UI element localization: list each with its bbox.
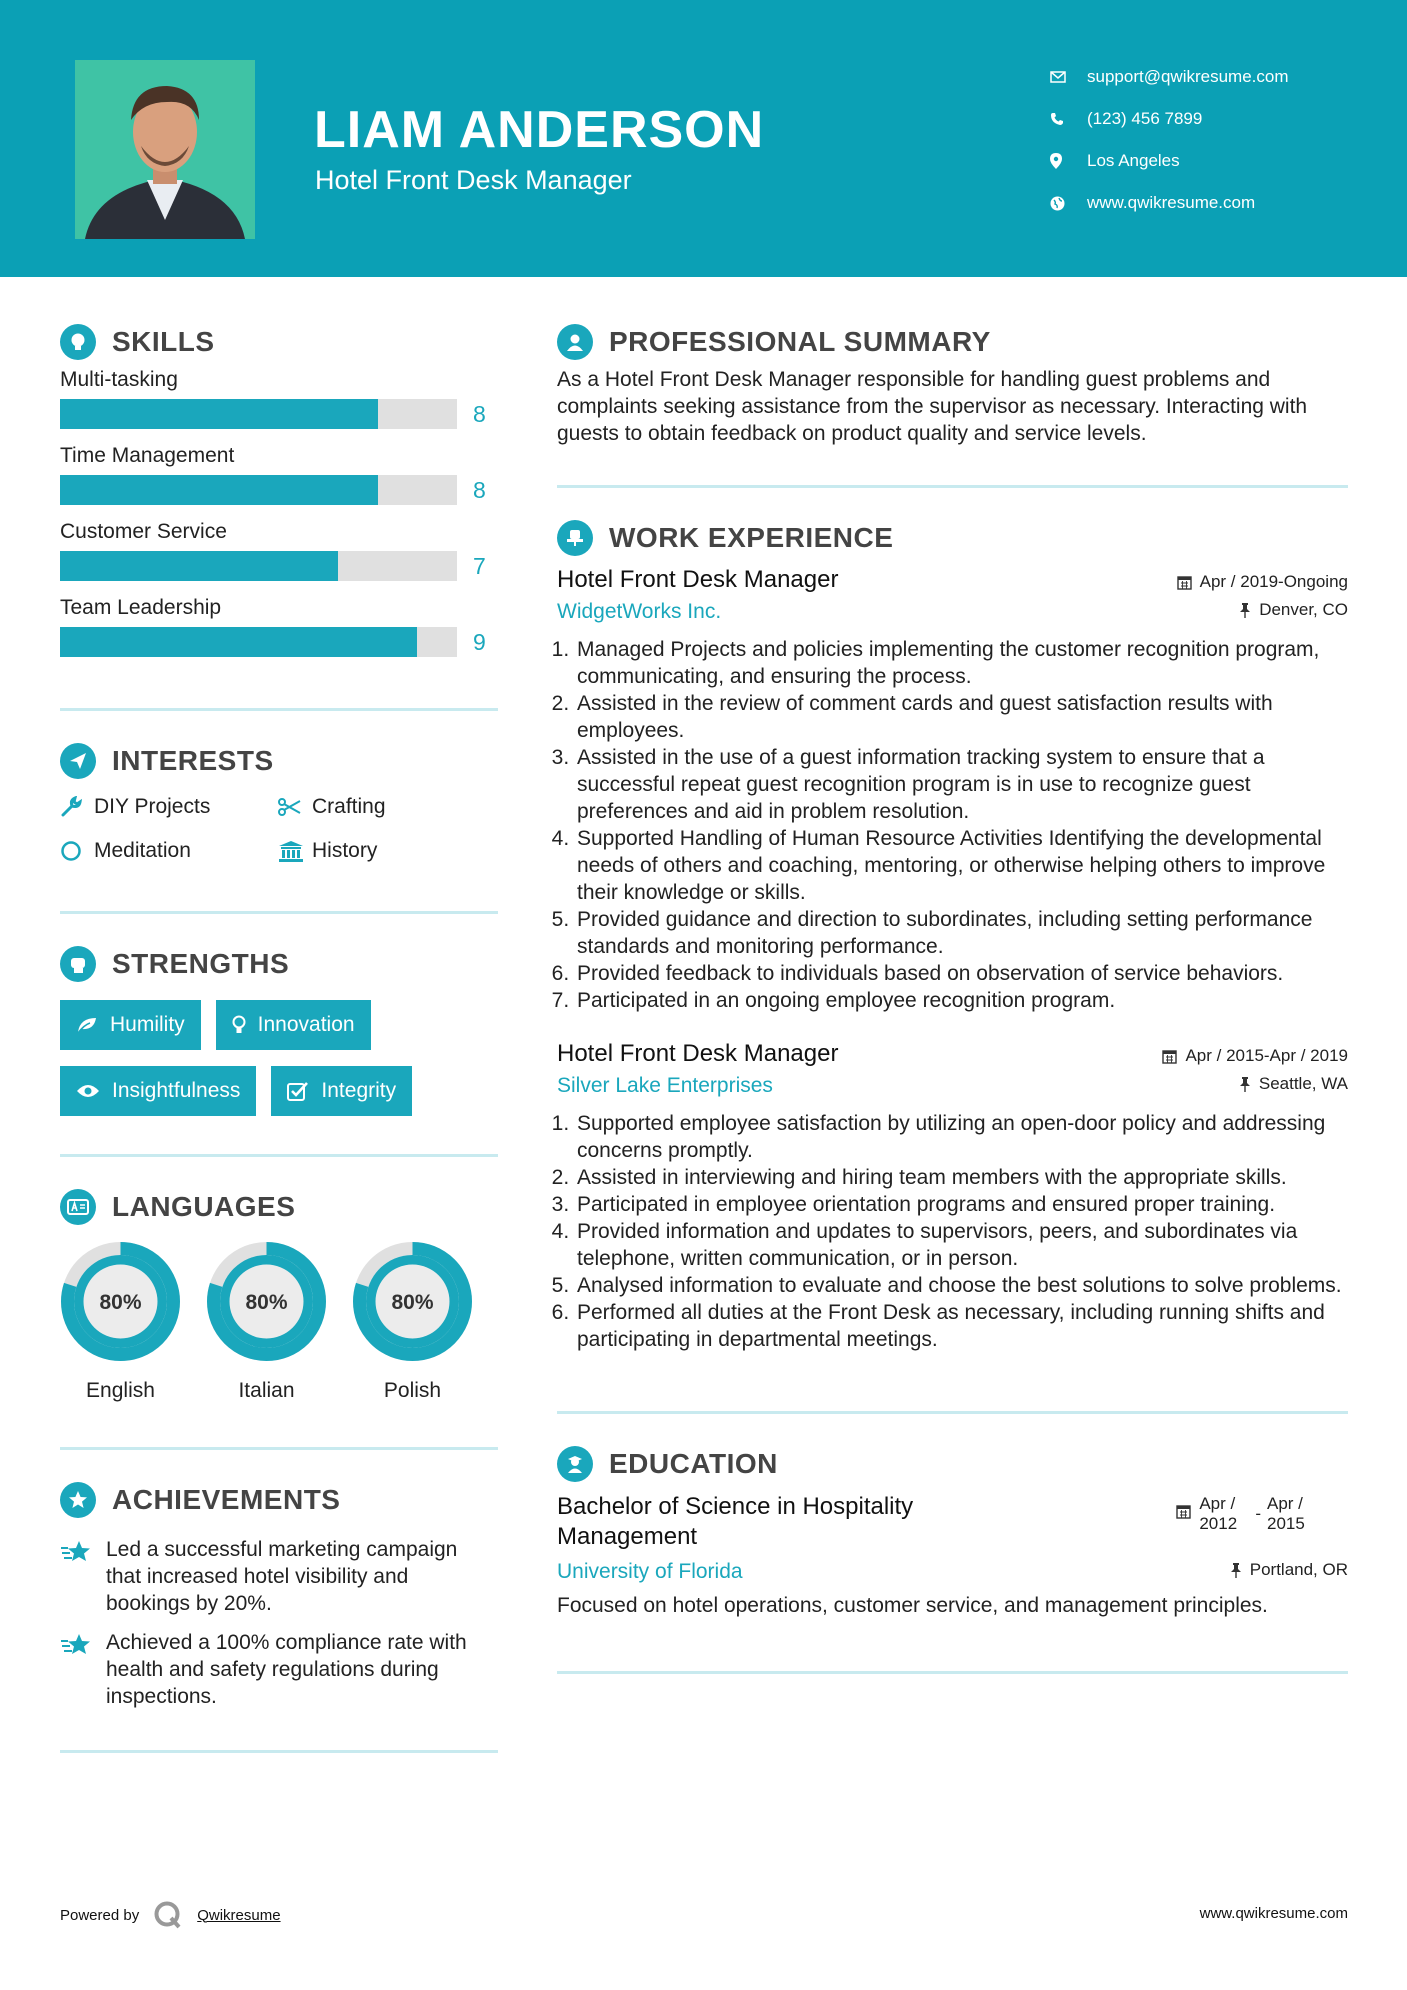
strength-chip: Insightfulness bbox=[60, 1066, 256, 1116]
job-duties bbox=[575, 636, 1348, 1014]
contact-phone[interactable]: (123) 456 7899 bbox=[1050, 98, 1289, 140]
strength-chip: Integrity bbox=[271, 1066, 412, 1116]
duty-item: 3. Participated in employee orientation programs and ensured proper training. bbox=[575, 1191, 1348, 1218]
skill-bar bbox=[60, 475, 457, 505]
skill-bar bbox=[60, 551, 457, 581]
paper-plane-icon bbox=[60, 743, 96, 779]
skill-bar bbox=[60, 399, 457, 429]
interest-item: Meditation bbox=[60, 835, 278, 867]
duty-item: 2. Assisted in interviewing and hiring team members with the appropriate skills. bbox=[575, 1164, 1348, 1191]
section-divider bbox=[60, 1750, 498, 1753]
language-item bbox=[206, 1241, 327, 1403]
language-donut bbox=[60, 1241, 181, 1362]
achievement-item: Led a successful marketing campaign that increased hotel visibility and bookings by 20%. bbox=[60, 1536, 498, 1617]
footer-powered-by: Powered by Qwikresume bbox=[60, 1900, 281, 1930]
language-item bbox=[60, 1241, 181, 1403]
lightbulb-icon bbox=[60, 324, 96, 360]
skills-title: SKILLS bbox=[112, 326, 215, 357]
candidate-name: LIAM ANDERSON bbox=[314, 101, 765, 159]
profile-photo bbox=[75, 60, 255, 239]
languages-section bbox=[60, 1185, 498, 1403]
fist-icon bbox=[60, 946, 96, 982]
language-percent: 80% bbox=[391, 1291, 434, 1314]
strength-chip: Innovation bbox=[216, 1000, 371, 1050]
interest-item: History bbox=[278, 835, 478, 867]
star-icon bbox=[60, 1536, 106, 1617]
education-section bbox=[557, 1442, 1348, 1619]
pushpin-icon bbox=[1230, 1563, 1242, 1578]
language-name: Polish bbox=[383, 1379, 442, 1402]
strength-chip: Humility bbox=[60, 1000, 201, 1050]
skill-level: 8 bbox=[473, 400, 486, 427]
user-icon bbox=[557, 324, 593, 360]
wrench-icon bbox=[60, 796, 94, 818]
footer-website[interactable]: www.qwikresume.com bbox=[1199, 1905, 1348, 1922]
skill-item: Customer Service 7 bbox=[60, 520, 498, 588]
duty-item: 4. Supported Handling of Human Resource Activities Identifying the developmental needs of others and coaching, mentoring, or otherwise helping others to improve their knowledge or skills. bbox=[575, 825, 1348, 906]
skill-level: 9 bbox=[473, 628, 486, 655]
interest-item: Crafting bbox=[278, 791, 478, 823]
job-dates: Apr / 2019-Ongoing bbox=[1177, 572, 1348, 592]
calendar-icon bbox=[1162, 1049, 1177, 1064]
job-entry bbox=[557, 1040, 1348, 1353]
summary-text: As a Hotel Front Desk Manager responsible for handling guest problems and complaints seeking assistance from the supervisor as necessary. Interacting with guests to obtain feedback on product quality and service levels. bbox=[557, 368, 1308, 445]
achievements-section bbox=[60, 1478, 498, 1710]
left-column bbox=[60, 320, 498, 1753]
contact-website[interactable]: www.qwikresume.com bbox=[1050, 182, 1289, 224]
duty-item: 5. Provided guidance and direction to subordinates, including setting performance standards and monitoring performance. bbox=[575, 906, 1348, 960]
skills-section bbox=[60, 320, 498, 664]
office-chair-icon bbox=[557, 520, 593, 556]
language-name: Italian bbox=[238, 1379, 295, 1402]
job-title: Hotel Front Desk Manager bbox=[557, 566, 839, 593]
skill-level: 8 bbox=[473, 476, 486, 503]
contact-location: Los Angeles bbox=[1050, 140, 1289, 182]
scissors-icon bbox=[278, 798, 312, 816]
pushpin-icon bbox=[1239, 1077, 1251, 1092]
achievement-item: Achieved a 100% compliance rate with health and safety regulations during inspections. bbox=[60, 1629, 498, 1710]
section-divider bbox=[557, 1411, 1348, 1414]
map-pin-icon bbox=[1050, 153, 1087, 169]
education-location: Portland, OR bbox=[1230, 1560, 1348, 1580]
skill-level: 7 bbox=[473, 552, 486, 579]
job-location: Seattle, WA bbox=[1239, 1074, 1348, 1094]
museum-icon bbox=[278, 840, 312, 862]
envelope-icon bbox=[1050, 71, 1087, 83]
language-percent: 80% bbox=[99, 1291, 142, 1314]
education-dates: Apr / 2012 - Apr / 2015 bbox=[1176, 1494, 1348, 1534]
contact-list bbox=[1050, 56, 1289, 224]
section-divider bbox=[60, 708, 498, 711]
skill-item: Time Management 8 bbox=[60, 444, 498, 512]
resume-header bbox=[0, 0, 1407, 277]
school-name: University of Florida bbox=[557, 1560, 743, 1583]
globe-icon bbox=[1050, 196, 1087, 211]
job-duties bbox=[575, 1110, 1348, 1353]
section-divider bbox=[60, 911, 498, 914]
achievements-title: ACHIEVEMENTS bbox=[112, 1484, 341, 1515]
language-donut bbox=[206, 1241, 327, 1362]
duty-item: 5. Analysed information to evaluate and choose the best solutions to solve problems. bbox=[575, 1272, 1348, 1299]
leaf-icon bbox=[76, 1016, 98, 1034]
strengths-section bbox=[60, 942, 498, 1116]
summary-section bbox=[557, 320, 1348, 447]
calendar-icon bbox=[1176, 1504, 1191, 1519]
calendar-icon bbox=[1177, 575, 1192, 590]
duty-item: 1. Managed Projects and policies implementing the customer recognition program, communicating, and ensuring the process. bbox=[575, 636, 1348, 690]
star-icon bbox=[60, 1629, 106, 1710]
job-title: Hotel Front Desk Manager bbox=[557, 1040, 839, 1067]
language-donut bbox=[352, 1241, 473, 1362]
graduate-icon bbox=[557, 1446, 593, 1482]
section-divider bbox=[60, 1447, 498, 1450]
education-description: Focused on hotel operations, customer service, and management principles. bbox=[557, 1594, 1268, 1617]
summary-title: PROFESSIONAL SUMMARY bbox=[609, 326, 991, 357]
phone-icon bbox=[1050, 112, 1087, 126]
experience-section bbox=[557, 516, 1348, 1353]
section-divider bbox=[557, 1671, 1348, 1674]
duty-item: 6. Provided feedback to individuals based on observation of service behaviors. bbox=[575, 960, 1348, 987]
duty-item: 2. Assisted in the review of comment cards and guest satisfaction results with employees. bbox=[575, 690, 1348, 744]
star-badge-icon bbox=[60, 1482, 96, 1518]
candidate-title: Hotel Front Desk Manager bbox=[315, 165, 632, 195]
duty-item: 3. Assisted in the use of a guest information tracking system to ensure that a successful repeat guest recognition program is in use to recognize guest preferences and aid in problem resolution. bbox=[575, 744, 1348, 825]
education-title: EDUCATION bbox=[609, 1448, 778, 1479]
languages-title: LANGUAGES bbox=[112, 1191, 296, 1222]
duty-item: 6. Performed all duties at the Front Desk as necessary, including running shifts and participating in departmental meetings. bbox=[575, 1299, 1348, 1353]
right-column bbox=[557, 320, 1348, 1674]
checkbox-icon bbox=[287, 1081, 309, 1101]
language-card-icon bbox=[60, 1189, 96, 1225]
duty-item: 4. Provided information and updates to supervisors, peers, and subordinates via telephone, written communication, or in person. bbox=[575, 1218, 1348, 1272]
strengths-title: STRENGTHS bbox=[112, 948, 290, 979]
company-name: WidgetWorks Inc. bbox=[557, 600, 722, 623]
interests-title: INTERESTS bbox=[112, 745, 274, 776]
language-name: English bbox=[86, 1379, 155, 1402]
skill-item: Team Leadership 9 bbox=[60, 596, 498, 664]
duty-item: 7. Participated in an ongoing employee recognition program. bbox=[575, 987, 1348, 1014]
section-divider bbox=[60, 1154, 498, 1157]
language-item bbox=[352, 1241, 473, 1403]
qwikresume-link[interactable]: Qwikresume bbox=[197, 1906, 281, 1924]
lightbulb-icon bbox=[232, 1015, 246, 1035]
section-divider bbox=[557, 485, 1348, 488]
degree-title: Bachelor of Science in Hospitality Management bbox=[557, 1493, 914, 1550]
skill-item: Multi-tasking 8 bbox=[60, 368, 498, 436]
duty-item: 1. Supported employee satisfaction by utilizing an open-door policy and addressing concerns promptly. bbox=[575, 1110, 1348, 1164]
eye-icon bbox=[76, 1083, 100, 1099]
contact-email[interactable]: support@qwikresume.com bbox=[1050, 56, 1289, 98]
job-location: Denver, CO bbox=[1239, 600, 1348, 620]
skill-bar bbox=[60, 627, 457, 657]
qwikresume-logo-icon bbox=[153, 1900, 183, 1930]
job-entry bbox=[557, 566, 1348, 1014]
interest-item: DIY Projects bbox=[60, 791, 278, 823]
pushpin-icon bbox=[1239, 603, 1251, 618]
experience-title: WORK EXPERIENCE bbox=[609, 522, 894, 553]
interests-section bbox=[60, 739, 498, 867]
company-name: Silver Lake Enterprises bbox=[557, 1074, 773, 1097]
circle-icon bbox=[60, 840, 94, 862]
language-percent: 80% bbox=[245, 1291, 288, 1314]
job-dates: Apr / 2015-Apr / 2019 bbox=[1162, 1046, 1348, 1066]
